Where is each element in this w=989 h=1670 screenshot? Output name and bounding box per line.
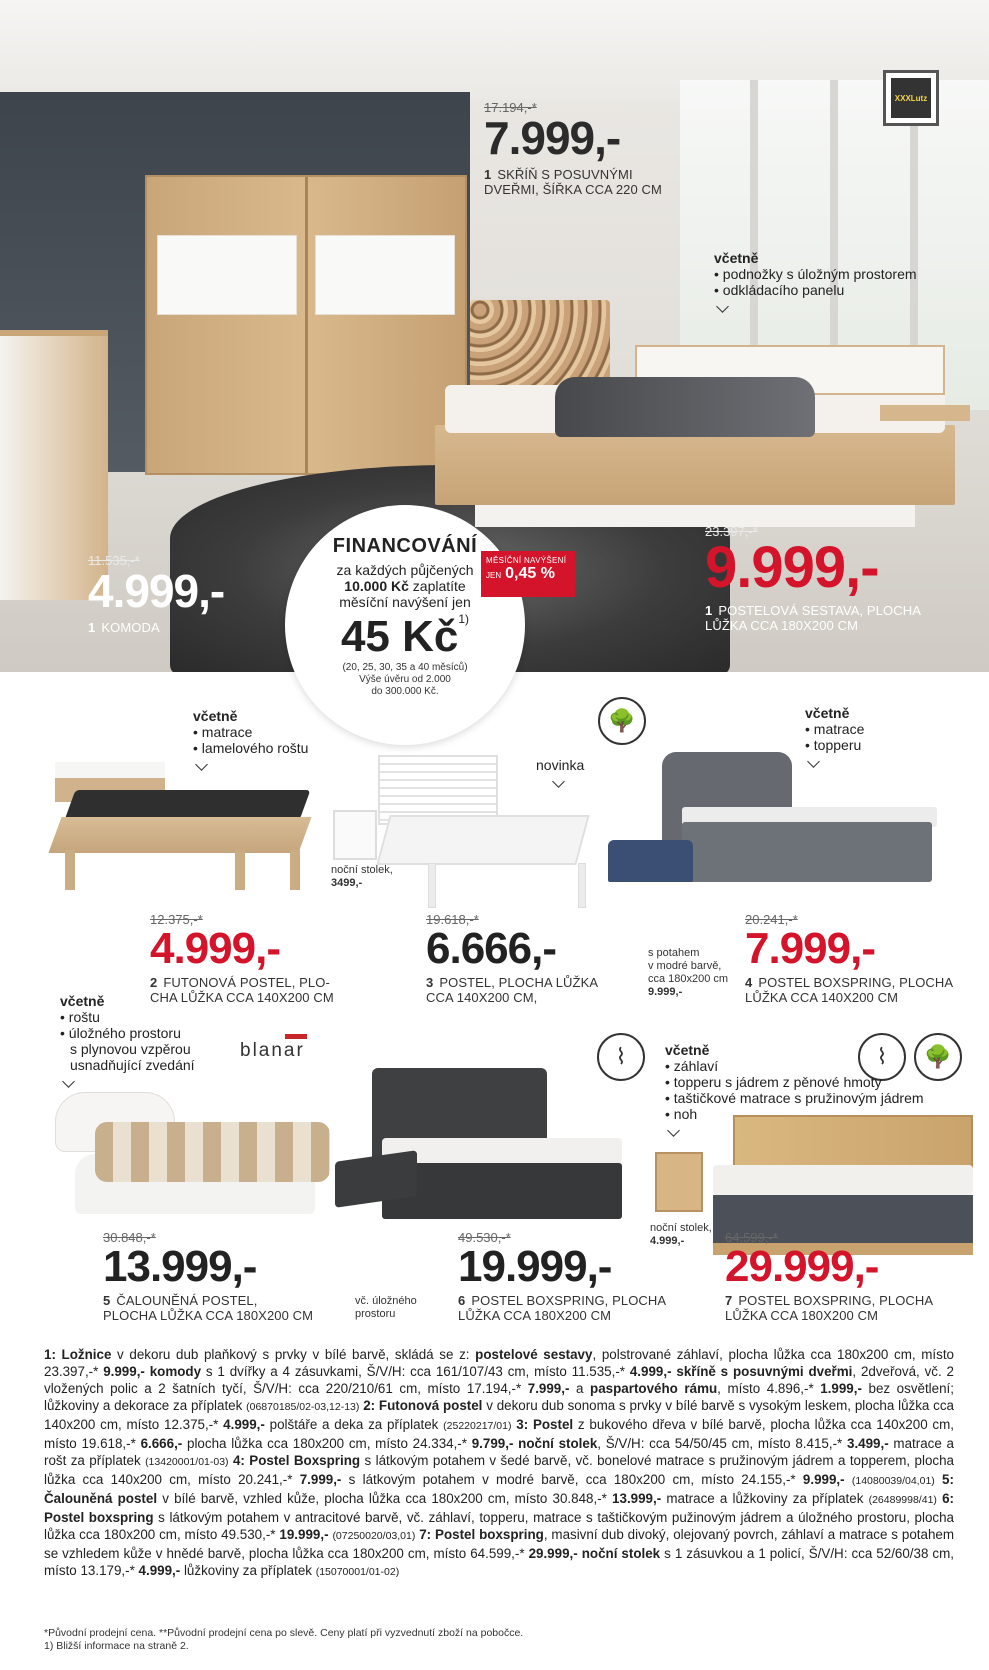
financing-line: za každých půjčených: [336, 562, 474, 578]
brand-logo: [883, 70, 939, 126]
note-line: cca 180x200 cm: [648, 973, 729, 985]
hero-bed: [435, 345, 955, 535]
price: 4.999,-: [88, 565, 225, 617]
product-num: 2: [150, 975, 158, 990]
included-item: • topperu s jádrem z pěnové hmoty: [665, 1074, 882, 1090]
footnote-line: *Původní prodejní cena. **Původní prodejní cena po slevě. Ceny platí při vyzvednutí zboží na pobočce.: [44, 1627, 524, 1639]
included-item: • podnožky s úložným prostorem: [714, 266, 917, 282]
rate-label: MĚSÍČNÍ NAVÝŠENÍ: [486, 556, 567, 565]
product-image-futon-bed: [55, 762, 315, 892]
product-desc: [745, 975, 953, 1005]
included-item: • topperu: [805, 737, 862, 753]
financing-term-line: do 300.000 Kč.: [371, 686, 439, 697]
product-num: 3: [426, 975, 434, 990]
included-item: • roštu: [60, 1009, 100, 1025]
product-num: 4: [745, 975, 753, 990]
price-block-commode: [88, 553, 224, 635]
chevron-down-icon: [667, 1124, 680, 1137]
product-image-upholstered-bed: [55, 1092, 340, 1222]
old-price: 12.375,-*: [150, 912, 203, 927]
hero-wardrobe: [145, 175, 467, 475]
desc-line: POSTEL BOXSPRING, PLOCHA: [471, 1293, 667, 1308]
financing-line: zaplatíte: [408, 578, 466, 594]
included-list-p5: [60, 993, 195, 1089]
old-price: 20.241,-*: [745, 912, 798, 927]
price-block-p2: [150, 912, 334, 1005]
desc-line: LŮŽKA CCA 140X200 CM: [745, 990, 899, 1005]
financing-term-line: Výše úvěru od 2.000: [359, 674, 451, 685]
included-heading: včetně: [805, 705, 850, 721]
price: 9.999,-: [705, 535, 879, 600]
product-num: 1: [88, 620, 96, 635]
note-line: vč. úložného: [355, 1295, 417, 1307]
nightstand-note-p7: [650, 1222, 712, 1248]
note-price: 9.999,-: [648, 986, 683, 998]
product-desc: [705, 603, 921, 633]
product-desc: [88, 620, 224, 635]
product-image-dark-boxspring: [362, 1068, 642, 1228]
price: 29.999,-: [725, 1242, 879, 1291]
financing-amount-borrowed: 10.000 Kč: [344, 578, 409, 594]
nightstand-image: [333, 810, 377, 860]
included-heading: včetně: [714, 250, 759, 266]
financing-line: měsíční navýšení jen: [339, 594, 471, 610]
footnote-mark: 1): [458, 612, 470, 626]
financing-title: FINANCOVÁNÍ: [332, 535, 478, 557]
product-image-white-bed: [333, 755, 633, 915]
chevron-down-icon: [62, 1075, 75, 1088]
product-details-text: 1: Ložnice v dekoru dub plaňkový s prvky v bílé barvě, skládá se z: postelové sestavy, polstrované záhlaví, plocha lůžka cca 180x200 cm, místo 23.397,-* 9.999,- komody s 1 dvířky a 4 zásuvkami, Š/V/H: cca 161/107/43 cm, místo 11.535,-* 4.999,- skříně s posuvnými dveřmi, 2dveřová, vč. 2 vložených polic a 2 šatních tyčí, Š/V/H: cca 220/210/61 cm, místo 17.194,-* 7.999,- a paspartového rámu, místo 4.896,-* 1.999,- bez osvětlení; lůžkoviny a dekorace za příplatek (06870185/02-03,12-13) 2: Futonová postel v dekoru dub sonoma s prvky v bílé barvě s vysokým leskem, plocha lůžka cca 140x200 cm, místo 12.375,-* 4.999,- polštáře a deka za příplatek (25220217/01) 3: Postel z bukového dřeva v bílé barvě, plocha lůžka cca 140x200 cm, místo 19.618,-* 6.666,- plocha lůžka cca 180x200 cm, místo 24.334,-* 9.799,- noční stolek, Š/V/H: cca 54/50/45 cm, místo 8.415,-* 3.499,- matrace a rošt za příplatek (13420001/01-03) 4: Postel Boxspring s látkovým potahem v šedé barvě, vč. bonelové matrace s pružinovým jádrem a topperem, plocha lůžka cca 140x200 cm, místo 20.241,-* 7.999,- s látkovým potahem v modré barvě, cca 180x200 cm, místo 24.155,-* 9.999,- (14080039/04,01) 5: Čalouněná postel v bílé barvě, vzhled kůže, plocha lůžka cca 180x200 cm, místo 30.848,-* 13.999,- matrace a lůžkoviny za příplatek (26489998/41) 6: Postel boxspring s látkovým potahem v antracitové barvě, vč. záhlaví, topperu, matrace s taštičkovým pužinovým jádrem a úložného prostoru, plocha lůžka cca 180x200 cm, místo 49.530,-* 19.999,- (07250020/03,01) 7: Postel boxspring, masivní dub divoký, olejovaný povrch, záhlaví a matrace s potahem se vzhledem kůže v hnědé barvě, plocha lůžka cca 180x200 cm, místo 64.599,-* 29.999,- noční stolek s 1 zásuvkou a 1 policí, Š/V/H: cca 52/60/38 cm, místo 13.179,-* 4.999,- lůžkoviny za příplatek (15070001/01-02): [44, 1347, 954, 1578]
old-price: 19.618,-*: [426, 912, 479, 927]
financing-terms: [285, 662, 525, 698]
included-heading: včetně: [193, 708, 238, 724]
product-num: 6: [458, 1293, 466, 1308]
note-line: noční stolek,: [650, 1222, 712, 1234]
storage-note-p6: [355, 1295, 417, 1321]
included-item: • noh: [665, 1106, 698, 1122]
desc-line: LŮŽKA CCA 180X200 CM: [725, 1308, 879, 1323]
price-block-wardrobe: [484, 100, 662, 197]
product-num: 1: [484, 167, 492, 182]
price: 6.666,-: [426, 924, 556, 973]
note-line: prostoru: [355, 1308, 396, 1320]
note-price: 3499,-: [331, 877, 363, 889]
product-num: 5: [103, 1293, 111, 1308]
note-line: s potahem: [648, 947, 700, 959]
price: 19.999,-: [458, 1242, 612, 1291]
footnotes: [44, 1627, 954, 1653]
note-line: noční stolek,: [331, 864, 393, 876]
note-price: 4.999,-: [650, 1235, 685, 1247]
included-item: • matrace: [805, 721, 865, 737]
price: 7.999,-: [484, 112, 621, 164]
nightstand-note-p3: [331, 864, 393, 890]
brand-name: blanar: [240, 1040, 305, 1061]
included-item: • odkládacího panelu: [714, 282, 845, 298]
footnote-line: 1) Bližší informace na straně 2.: [44, 1640, 189, 1652]
desc-line: LŮŽKA CCA 180X200 CM: [705, 618, 859, 633]
desc-line: FUTONOVÁ POSTEL, PLO-: [163, 975, 330, 990]
old-price: 23.397,-*: [705, 524, 758, 539]
blanar-logo: [240, 1040, 305, 1062]
included-item: • lamelového roštu: [193, 740, 309, 756]
product-image-blue-boxspring: [608, 840, 693, 882]
variant-note-p4: [648, 947, 728, 999]
product-desc: [725, 1293, 933, 1323]
spring-icon: ⌇: [597, 1033, 645, 1081]
brand-logo-mark: XXXLutz: [891, 78, 931, 118]
old-price: 49.530,-*: [458, 1230, 511, 1245]
desc-line: POSTEL BOXSPRING, PLOCHA: [738, 1293, 934, 1308]
included-item: • taštičkové matrace s pružinovým jádrem: [665, 1090, 924, 1106]
included-heading: včetně: [665, 1042, 710, 1058]
financing-badge: [285, 505, 567, 745]
included-item: usnadňující zvedání: [70, 1057, 195, 1073]
tree-icon: 🌳: [598, 697, 646, 745]
included-item: • matrace: [193, 724, 253, 740]
spring-icon: ⌇: [858, 1033, 906, 1081]
desc-line: PLOCHA LŮŽKA CCA 180X200 CM: [103, 1308, 314, 1323]
product-num: 7: [725, 1293, 733, 1308]
product-desc: [458, 1293, 666, 1323]
interest-rate-badge: [481, 551, 575, 597]
hero-included-list: [714, 250, 917, 314]
product-desc: [484, 167, 662, 197]
included-heading: včetně: [60, 993, 105, 1009]
old-price: 17.194,-*: [484, 100, 537, 115]
desc-line: KOMODA: [101, 620, 160, 635]
price: 4.999,-: [150, 924, 280, 973]
product-desc: [103, 1293, 313, 1323]
financing-term-line: (20, 25, 30, 35 a 40 měsíců): [342, 662, 468, 673]
price-block-p5: [103, 1230, 313, 1323]
rate-prefix: JEN: [486, 571, 502, 580]
included-item: • úložného prostoru: [60, 1025, 181, 1041]
price-block-p7: [725, 1230, 933, 1323]
included-item: s plynovou vzpěrou: [70, 1041, 191, 1057]
desc-line: ČALOUNĚNÁ POSTEL,: [116, 1293, 258, 1308]
old-price: 30.848,-*: [103, 1230, 156, 1245]
included-item: • záhlaví: [665, 1058, 719, 1074]
desc-line: DVEŘMI, ŠÍŘKA CCA 220 CM: [484, 182, 662, 197]
price-block-p4: [745, 912, 953, 1005]
desc-line: POSTELOVÁ SESTAVA, PLOCHA: [718, 603, 921, 618]
price: 7.999,-: [745, 924, 875, 973]
financing-monthly: [285, 612, 525, 662]
tree-icon: 🌳: [914, 1033, 962, 1081]
price-block-bedset: [705, 524, 921, 633]
product-num: 1: [705, 603, 713, 618]
note-line: v modré barvě,: [648, 960, 722, 972]
desc-line: POSTEL BOXSPRING, PLOCHA: [758, 975, 954, 990]
old-price: 64.599,-*: [725, 1230, 778, 1245]
hero-nightstand: [880, 405, 970, 421]
price-block-p6: [458, 1230, 666, 1323]
price-block-p3: [426, 912, 598, 1005]
old-price: 11.535,-*: [88, 553, 140, 568]
novelty-label: novinka: [536, 757, 585, 773]
product-desc: [426, 975, 598, 1005]
desc-line: SKŘÍŇ S POSUVNÝMI: [497, 167, 633, 182]
desc-line: CCA 140X200 CM,: [426, 990, 538, 1005]
financing-monthly-value: 45 Kč: [340, 612, 459, 661]
price: 13.999,-: [103, 1242, 257, 1291]
desc-line: LŮŽKA CCA 180X200 CM: [458, 1308, 612, 1323]
desc-line: CHA LŮŽKA CCA 140X200 CM: [150, 990, 334, 1005]
rate-value: 0,45 %: [505, 565, 555, 582]
desc-line: POSTEL, PLOCHA LŮŽKA: [439, 975, 599, 990]
chevron-down-icon: [716, 300, 729, 313]
product-image-grey-boxspring: [662, 752, 952, 887]
